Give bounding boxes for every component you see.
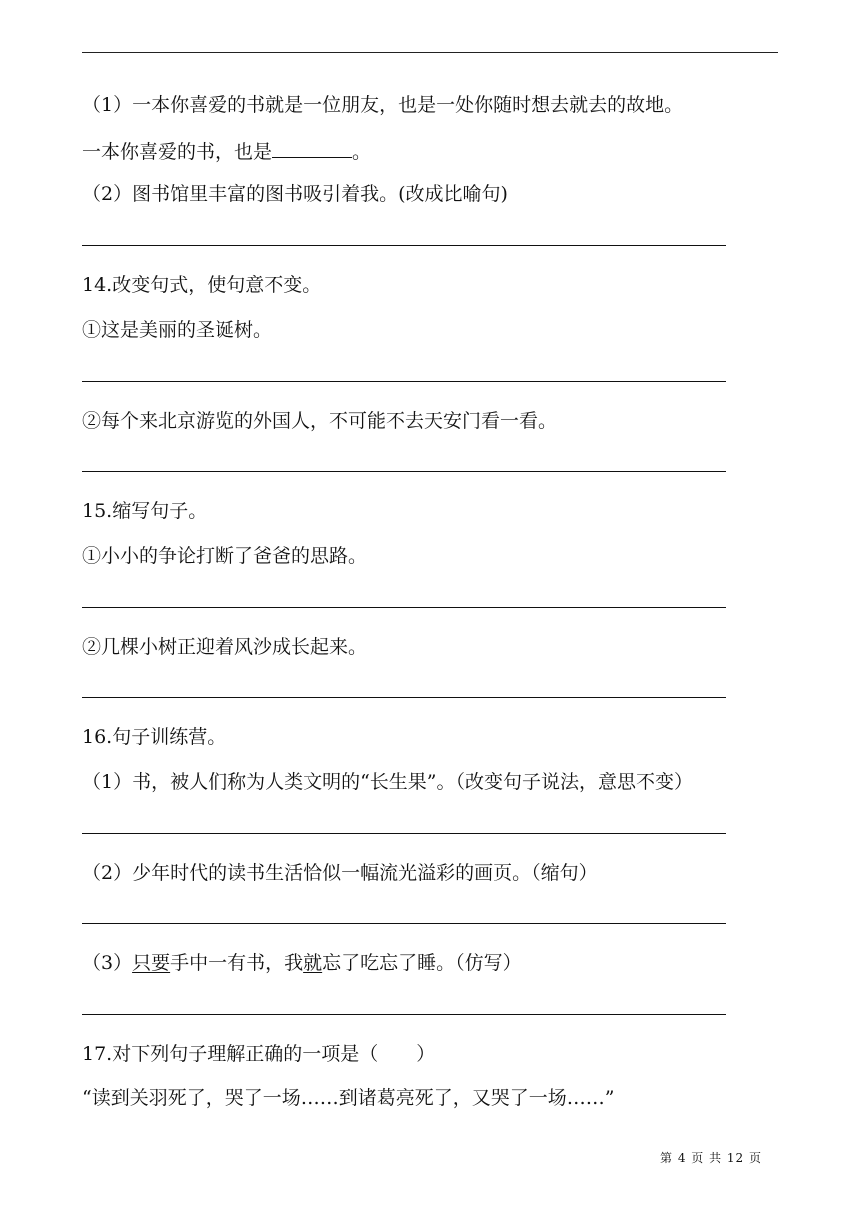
q14-item-2: ②每个来北京游览的外国人，不可能不去天安门看一看。 bbox=[82, 410, 558, 432]
q14-title: 14.改变句式，使句意不变。 bbox=[82, 274, 322, 296]
answer-line-q14-1[interactable] bbox=[82, 381, 726, 382]
q16-item-3-prefix: （3） bbox=[82, 952, 133, 974]
q17-quote: “读到关羽死了，哭了一场……到诸葛亮死了，又哭了一场……” bbox=[82, 1087, 615, 1109]
q15-item-2: ②几棵小树正迎着风沙成长起来。 bbox=[82, 636, 368, 658]
q16-item-3-suffix: 忘了吃忘了睡。（仿写） bbox=[322, 952, 522, 974]
answer-line-q16-2[interactable] bbox=[82, 923, 726, 924]
q16-underlined-jiu: 就 bbox=[303, 952, 323, 974]
answer-line-q16-3[interactable] bbox=[82, 1014, 726, 1015]
q13-part1-sentence: （1）一本你喜爱的书就是一位朋友，也是一处你随时想去就去的故地。 bbox=[82, 94, 684, 116]
answer-line-q14-2[interactable] bbox=[82, 471, 726, 472]
page-number: 第 4 页 共 12 页 bbox=[660, 1151, 762, 1165]
q16-item-3 bbox=[82, 951, 522, 975]
q13-fill-prefix: 一本你喜爱的书，也是 bbox=[82, 141, 273, 163]
q16-item-2: （2）少年时代的读书生活恰似一幅流光溢彩的画页。（缩句） bbox=[82, 862, 598, 884]
answer-line-q15-2[interactable] bbox=[82, 697, 726, 698]
q16-item-1: （1）书，被人们称为人类文明的“长生果”。（改变句子说法，意思不变） bbox=[82, 771, 694, 793]
answer-line-q13-2[interactable] bbox=[82, 245, 726, 246]
q13-fill-blank[interactable] bbox=[272, 139, 352, 158]
q15-title: 15.缩写句子。 bbox=[82, 500, 208, 522]
q13-fill-suffix: 。 bbox=[352, 141, 372, 163]
q16-underlined-zhiyao: 只要 bbox=[132, 952, 171, 974]
header-rule bbox=[82, 52, 778, 53]
q13-part2-sentence: （2）图书馆里丰富的图书吸引着我。(改成比喻句) bbox=[82, 183, 508, 205]
q14-item-1: ①这是美丽的圣诞树。 bbox=[82, 319, 273, 341]
q17-title: 17.对下列句子理解正确的一项是（ ） bbox=[82, 1043, 436, 1065]
q16-title: 16.句子训练营。 bbox=[82, 726, 227, 748]
q15-item-1: ①小小的争论打断了爸爸的思路。 bbox=[82, 545, 368, 567]
q16-item-3-mid: 手中一有书，我 bbox=[170, 952, 304, 974]
answer-line-q16-1[interactable] bbox=[82, 833, 726, 834]
answer-line-q15-1[interactable] bbox=[82, 607, 726, 608]
q13-part1-fill-line bbox=[82, 139, 371, 164]
